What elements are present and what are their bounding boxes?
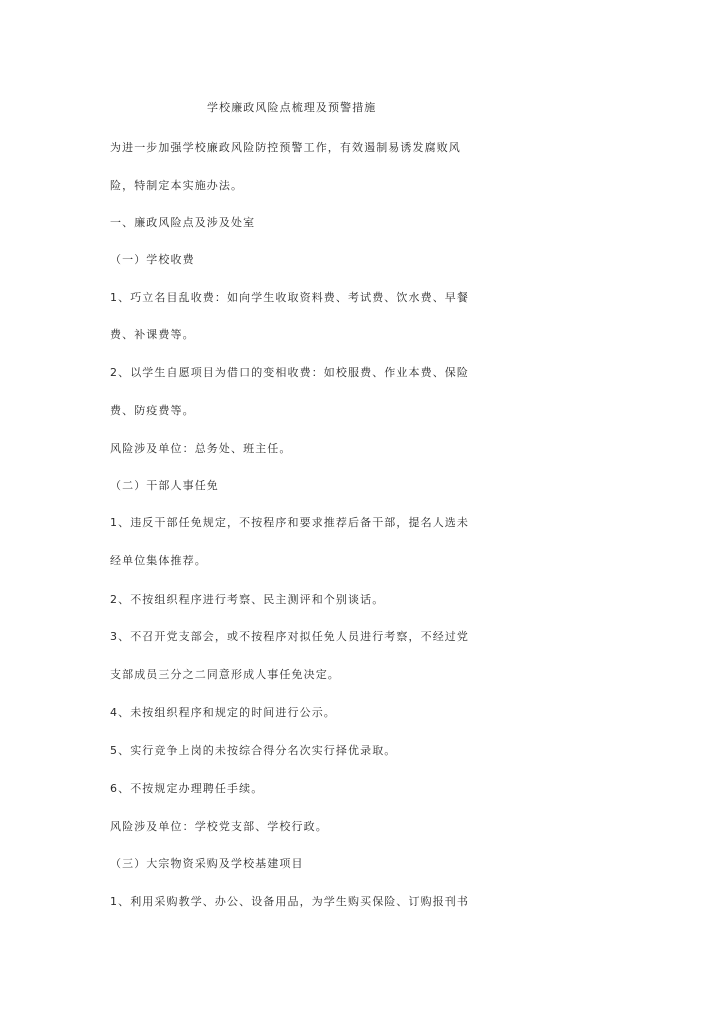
list-item-line: 2、以学生自愿项目为借口的变相收费：如校服费、作业本费、保险 <box>110 366 469 379</box>
list-item-line: 3、不召开党支部会，或不按程序对拟任免人员进行考察，不经过党 <box>110 630 469 643</box>
risk-units-line: 风险涉及单位：总务处、班主任。 <box>110 442 292 455</box>
subsection-heading: （二）干部人事任免 <box>110 479 219 492</box>
list-item-line: 费、防疫费等。 <box>110 404 195 417</box>
subsection-heading: （三）大宗物资采购及学校基建项目 <box>110 857 304 870</box>
list-item-line: 6、不按规定办理聘任手续。 <box>110 782 264 795</box>
paragraph-line: 险，特制定本实施办法。 <box>110 179 244 192</box>
risk-units-line: 风险涉及单位：学校党支部、学校行政。 <box>110 820 328 833</box>
list-item-line: 1、利用采购教学、办公、设备用品，为学生购买保险、订购报刊书 <box>110 895 469 908</box>
document-title: 学校廉政风险点梳理及预警措施 <box>207 101 377 114</box>
list-item-line: 5、实行竞争上岗的未按综合得分名次实行择优录取。 <box>110 744 397 757</box>
list-item-line: 4、未按组织程序和规定的时间进行公示。 <box>110 706 336 719</box>
list-item-line: 支部成员三分之二同意形成人事任免决定。 <box>110 668 340 681</box>
section-heading: 一、廉政风险点及涉及处室 <box>110 216 256 229</box>
subsection-heading: （一）学校收费 <box>110 253 195 266</box>
list-item-line: 1、违反干部任免规定，不按程序和要求推荐后备干部，提名人选未 <box>110 516 469 529</box>
list-item-line: 1、巧立名目乱收费：如向学生收取资料费、考试费、饮水费、早餐 <box>110 291 469 304</box>
list-item-line: 经单位集体推荐。 <box>110 554 207 567</box>
list-item-line: 费、补课费等。 <box>110 328 195 341</box>
paragraph-line: 为进一步加强学校廉政风险防控预警工作，有效遏制易诱发腐败风 <box>110 141 461 154</box>
list-item-line: 2、不按组织程序进行考察、民主测评和个别谈话。 <box>110 593 385 606</box>
